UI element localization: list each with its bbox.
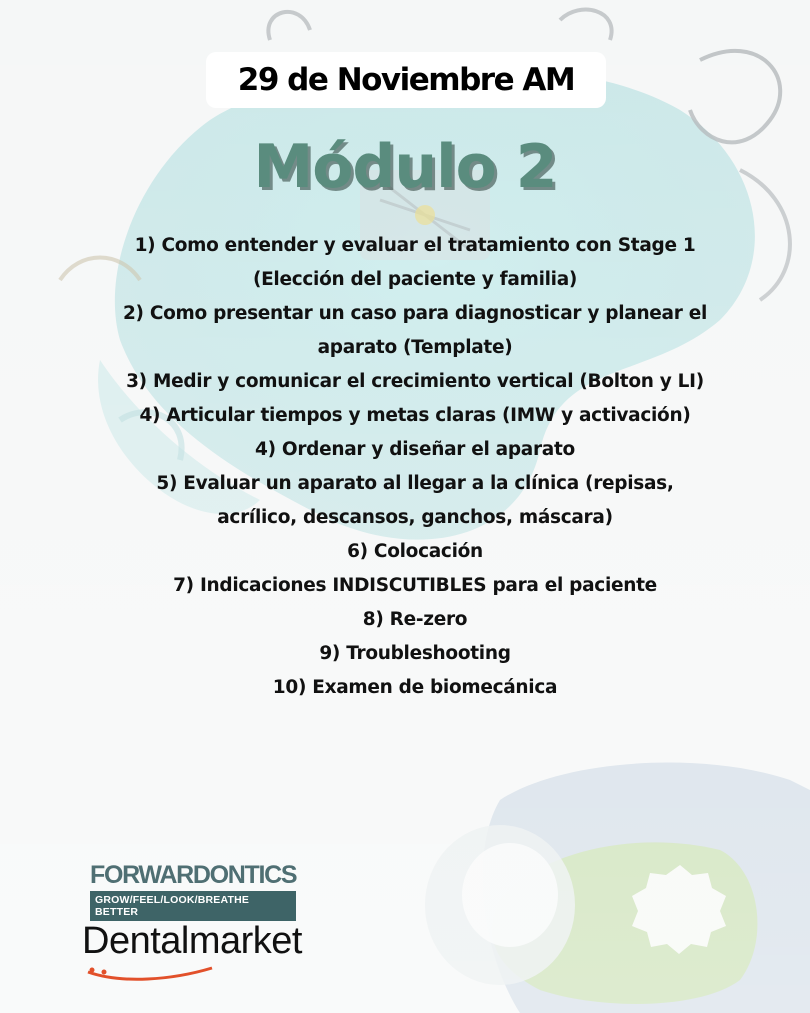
agenda-item: 7) Indicaciones INDISCUTIBLES para el paciente bbox=[173, 575, 657, 596]
agenda-item: 6) Colocación bbox=[347, 541, 483, 562]
agenda-item: 4) Ordenar y diseñar el aparato bbox=[255, 439, 575, 460]
agenda-item: 1) Como entender y evaluar el tratamiento con Stage 1 (Elección del paciente y familia) bbox=[134, 235, 696, 290]
agenda-item: 5) Evaluar un aparato al llegar a la clínica (repisas, acrílico, descansos, ganchos, máscara) bbox=[156, 473, 674, 528]
date-label: 29 de Noviembre AM bbox=[237, 62, 575, 98]
agenda-item: 9) Troubleshooting bbox=[319, 643, 511, 664]
agenda-item: 4) Articular tiempos y metas claras (IMW y activación) bbox=[139, 405, 691, 426]
date-badge bbox=[206, 52, 606, 108]
dentalmarket-name: Dentalmarket bbox=[82, 920, 302, 962]
agenda-item: 2) Como presentar un caso para diagnosticar y planear el aparato (Template) bbox=[122, 303, 707, 358]
module-title: Módulo 2 bbox=[253, 132, 557, 202]
forwardontics-name: FORWARDONTICS bbox=[90, 861, 297, 889]
forwardontics-tagline: GROW/FEEL/LOOK/BREATHE BETTER bbox=[90, 891, 296, 921]
agenda-item: 10) Examen de biomecánica bbox=[272, 677, 558, 698]
agenda-list bbox=[120, 229, 710, 705]
dentalmarket-logo bbox=[82, 920, 322, 980]
forwardontics-logo bbox=[90, 862, 305, 921]
cart-swoosh-icon bbox=[82, 920, 322, 982]
agenda-item: 3) Medir y comunicar el crecimiento vertical (Bolton y LI) bbox=[126, 371, 704, 392]
agenda-item: 8) Re-zero bbox=[362, 609, 468, 630]
